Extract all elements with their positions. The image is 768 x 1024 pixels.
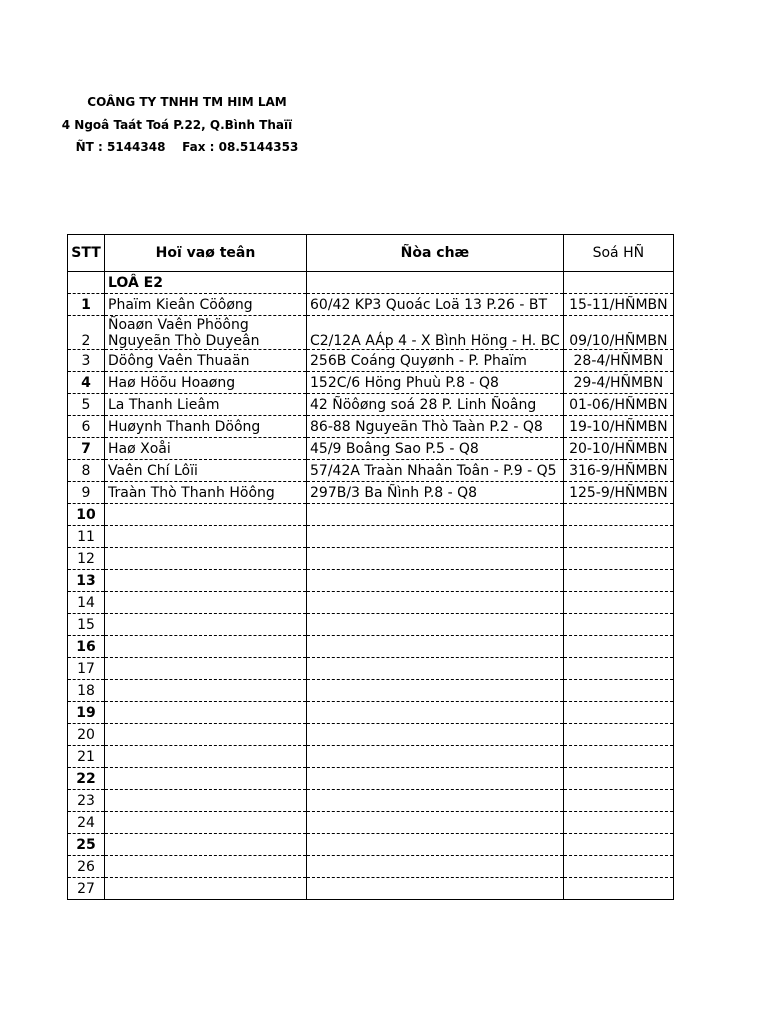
contract-cell: 125-9/HÑMBN <box>563 482 673 504</box>
contract-cell <box>563 856 673 878</box>
stt-cell: 7 <box>68 438 105 460</box>
table-row <box>68 482 674 504</box>
address-cell: 57/42A Traàn Nhaân Toân - P.9 - Q5 <box>307 460 564 482</box>
name-cell <box>105 812 307 834</box>
name-cell <box>105 790 307 812</box>
contract-cell <box>563 834 673 856</box>
name-cell: La Thanh Lieâm <box>105 394 307 416</box>
stt-cell: 5 <box>68 394 105 416</box>
contract-cell <box>563 504 673 526</box>
stt-cell: 10 <box>68 504 105 526</box>
name-cell: Haø Xoåi <box>105 438 307 460</box>
stt-cell: 26 <box>68 856 105 878</box>
name-cell: Vaên Chí Lôïi <box>105 460 307 482</box>
stt-cell: 3 <box>68 350 105 372</box>
stt-cell: 18 <box>68 680 105 702</box>
table-row <box>68 702 674 724</box>
table-row <box>68 680 674 702</box>
address-cell <box>307 658 564 680</box>
table-row <box>68 316 674 350</box>
table-row <box>68 460 674 482</box>
address-cell <box>307 790 564 812</box>
company-address-text: 4 Ngoâ Taát Toá P.22, Q.Bình Thaïï <box>61 118 293 132</box>
table-row <box>68 878 674 900</box>
table-row <box>68 592 674 614</box>
contract-cell <box>563 680 673 702</box>
contract-cell <box>563 592 673 614</box>
contract-cell <box>563 724 673 746</box>
name-cell: Haø Höõu Hoaøng <box>105 372 307 394</box>
stt-cell: 25 <box>68 834 105 856</box>
address-cell <box>307 746 564 768</box>
address-cell: 60/42 KP3 Quoác Loä 13 P.26 - BT <box>307 294 564 316</box>
table-row <box>68 294 674 316</box>
stt-cell: 12 <box>68 548 105 570</box>
stt-cell: 4 <box>68 372 105 394</box>
table-row <box>68 812 674 834</box>
name-cell <box>105 504 307 526</box>
table-row <box>68 746 674 768</box>
stt-cell: 13 <box>68 570 105 592</box>
address-cell <box>307 834 564 856</box>
stt-cell: 16 <box>68 636 105 658</box>
address-cell <box>307 768 564 790</box>
table-row <box>68 636 674 658</box>
table-row <box>68 350 674 372</box>
address-cell: 297B/3 Ba Ñình P.8 - Q8 <box>307 482 564 504</box>
column-header-address: Ñòa chæ <box>307 235 564 272</box>
table-row <box>68 548 674 570</box>
stt-cell: 19 <box>68 702 105 724</box>
address-cell: 256B Coáng Quyønh - P. Phaïm <box>307 350 564 372</box>
contract-cell <box>563 548 673 570</box>
contract-cell <box>563 702 673 724</box>
address-cell <box>307 856 564 878</box>
address-cell <box>307 526 564 548</box>
stt-cell: 9 <box>68 482 105 504</box>
column-header-stt: STT <box>68 235 105 272</box>
name-cell <box>105 834 307 856</box>
contract-cell <box>563 746 673 768</box>
address-cell <box>307 636 564 658</box>
stt-cell: 17 <box>68 658 105 680</box>
stt-cell: 23 <box>68 790 105 812</box>
contract-cell <box>563 658 673 680</box>
contract-cell: 09/10/HÑMBN <box>563 316 673 350</box>
name-cell <box>105 658 307 680</box>
address-cell: 45/9 Boâng Sao P.5 - Q8 <box>307 438 564 460</box>
stt-cell: 2 <box>68 316 105 350</box>
contract-cell <box>563 614 673 636</box>
column-header-contract: Soá HÑ <box>563 235 673 272</box>
contract-cell <box>563 768 673 790</box>
contract-cell: 28-4/HÑMBN <box>563 350 673 372</box>
table-row <box>68 658 674 680</box>
address-cell <box>307 504 564 526</box>
name-cell: Traàn Thò Thanh Höông <box>105 482 307 504</box>
stt-cell: 6 <box>68 416 105 438</box>
contract-cell <box>563 570 673 592</box>
name-cell <box>105 592 307 614</box>
name-cell: Döông Vaên Thuaän <box>105 350 307 372</box>
table-row <box>68 394 674 416</box>
name-cell <box>105 614 307 636</box>
company-phone-fax <box>0 140 374 154</box>
address-cell <box>307 812 564 834</box>
contract-cell: 15-11/HÑMBN <box>563 294 673 316</box>
stt-cell: 27 <box>68 878 105 900</box>
contract-cell: 19-10/HÑMBN <box>563 416 673 438</box>
contract-cell <box>563 812 673 834</box>
contract-cell: 316-9/HÑMBN <box>563 460 673 482</box>
address-cell <box>307 592 564 614</box>
stt-cell: 8 <box>68 460 105 482</box>
name-cell <box>105 856 307 878</box>
table-row <box>68 834 674 856</box>
contract-cell: 01-06/HÑMBN <box>563 394 673 416</box>
group-row <box>68 272 674 294</box>
address-cell <box>307 680 564 702</box>
column-header-name: Hoï vaø teân <box>105 235 307 272</box>
company-phone-fax-text: ÑT : 5144348 Fax : 08.5144353 <box>75 140 299 154</box>
name-cell <box>105 636 307 658</box>
name-cell <box>105 768 307 790</box>
company-address <box>0 118 374 132</box>
table-row <box>68 438 674 460</box>
name-cell: Ñoaøn Vaên Phöông Nguyeãn Thò Duyeân <box>105 316 307 350</box>
customer-table <box>67 234 674 900</box>
contract-cell <box>563 878 673 900</box>
table-row <box>68 768 674 790</box>
company-name: COÂNG TY TNHH TM HIM LAM <box>87 95 287 109</box>
address-cell: 152C/6 Höng Phuù P.8 - Q8 <box>307 372 564 394</box>
name-cell <box>105 570 307 592</box>
name-cell <box>105 702 307 724</box>
table-row <box>68 614 674 636</box>
address-cell <box>307 878 564 900</box>
address-cell <box>307 614 564 636</box>
table-row <box>68 570 674 592</box>
address-cell <box>307 702 564 724</box>
table-row <box>68 724 674 746</box>
contract-cell <box>563 526 673 548</box>
group-label: LOÂ E2 <box>105 272 307 294</box>
address-cell: C2/12A AÁp 4 - X Bình Höng - H. BC <box>307 316 564 350</box>
stt-cell: 24 <box>68 812 105 834</box>
table-row <box>68 504 674 526</box>
contract-cell <box>563 636 673 658</box>
address-cell: 42 Ñöôøng soá 28 P. Linh Ñoâng <box>307 394 564 416</box>
group-stt-cell <box>68 272 105 294</box>
stt-cell: 1 <box>68 294 105 316</box>
address-cell: 86-88 Nguyeãn Thò Taàn P.2 - Q8 <box>307 416 564 438</box>
name-cell <box>105 548 307 570</box>
address-cell <box>307 570 564 592</box>
contract-cell: 20-10/HÑMBN <box>563 438 673 460</box>
address-cell <box>307 724 564 746</box>
stt-cell: 22 <box>68 768 105 790</box>
contract-cell: 29-4/HÑMBN <box>563 372 673 394</box>
name-cell <box>105 746 307 768</box>
table-row <box>68 416 674 438</box>
stt-cell: 21 <box>68 746 105 768</box>
name-cell <box>105 680 307 702</box>
name-cell <box>105 878 307 900</box>
table-row <box>68 856 674 878</box>
table-header-row <box>68 235 674 272</box>
stt-cell: 11 <box>68 526 105 548</box>
address-cell <box>307 548 564 570</box>
name-cell <box>105 724 307 746</box>
table-row <box>68 790 674 812</box>
stt-cell: 15 <box>68 614 105 636</box>
name-cell: Huøynh Thanh Döông <box>105 416 307 438</box>
table-body <box>68 272 674 900</box>
group-contract-cell <box>563 272 673 294</box>
contract-cell <box>563 790 673 812</box>
stt-cell: 20 <box>68 724 105 746</box>
stt-cell: 14 <box>68 592 105 614</box>
name-cell: Phaïm Kieân Cöôøng <box>105 294 307 316</box>
table-row <box>68 372 674 394</box>
table-row <box>68 526 674 548</box>
group-address-cell <box>307 272 564 294</box>
name-cell <box>105 526 307 548</box>
